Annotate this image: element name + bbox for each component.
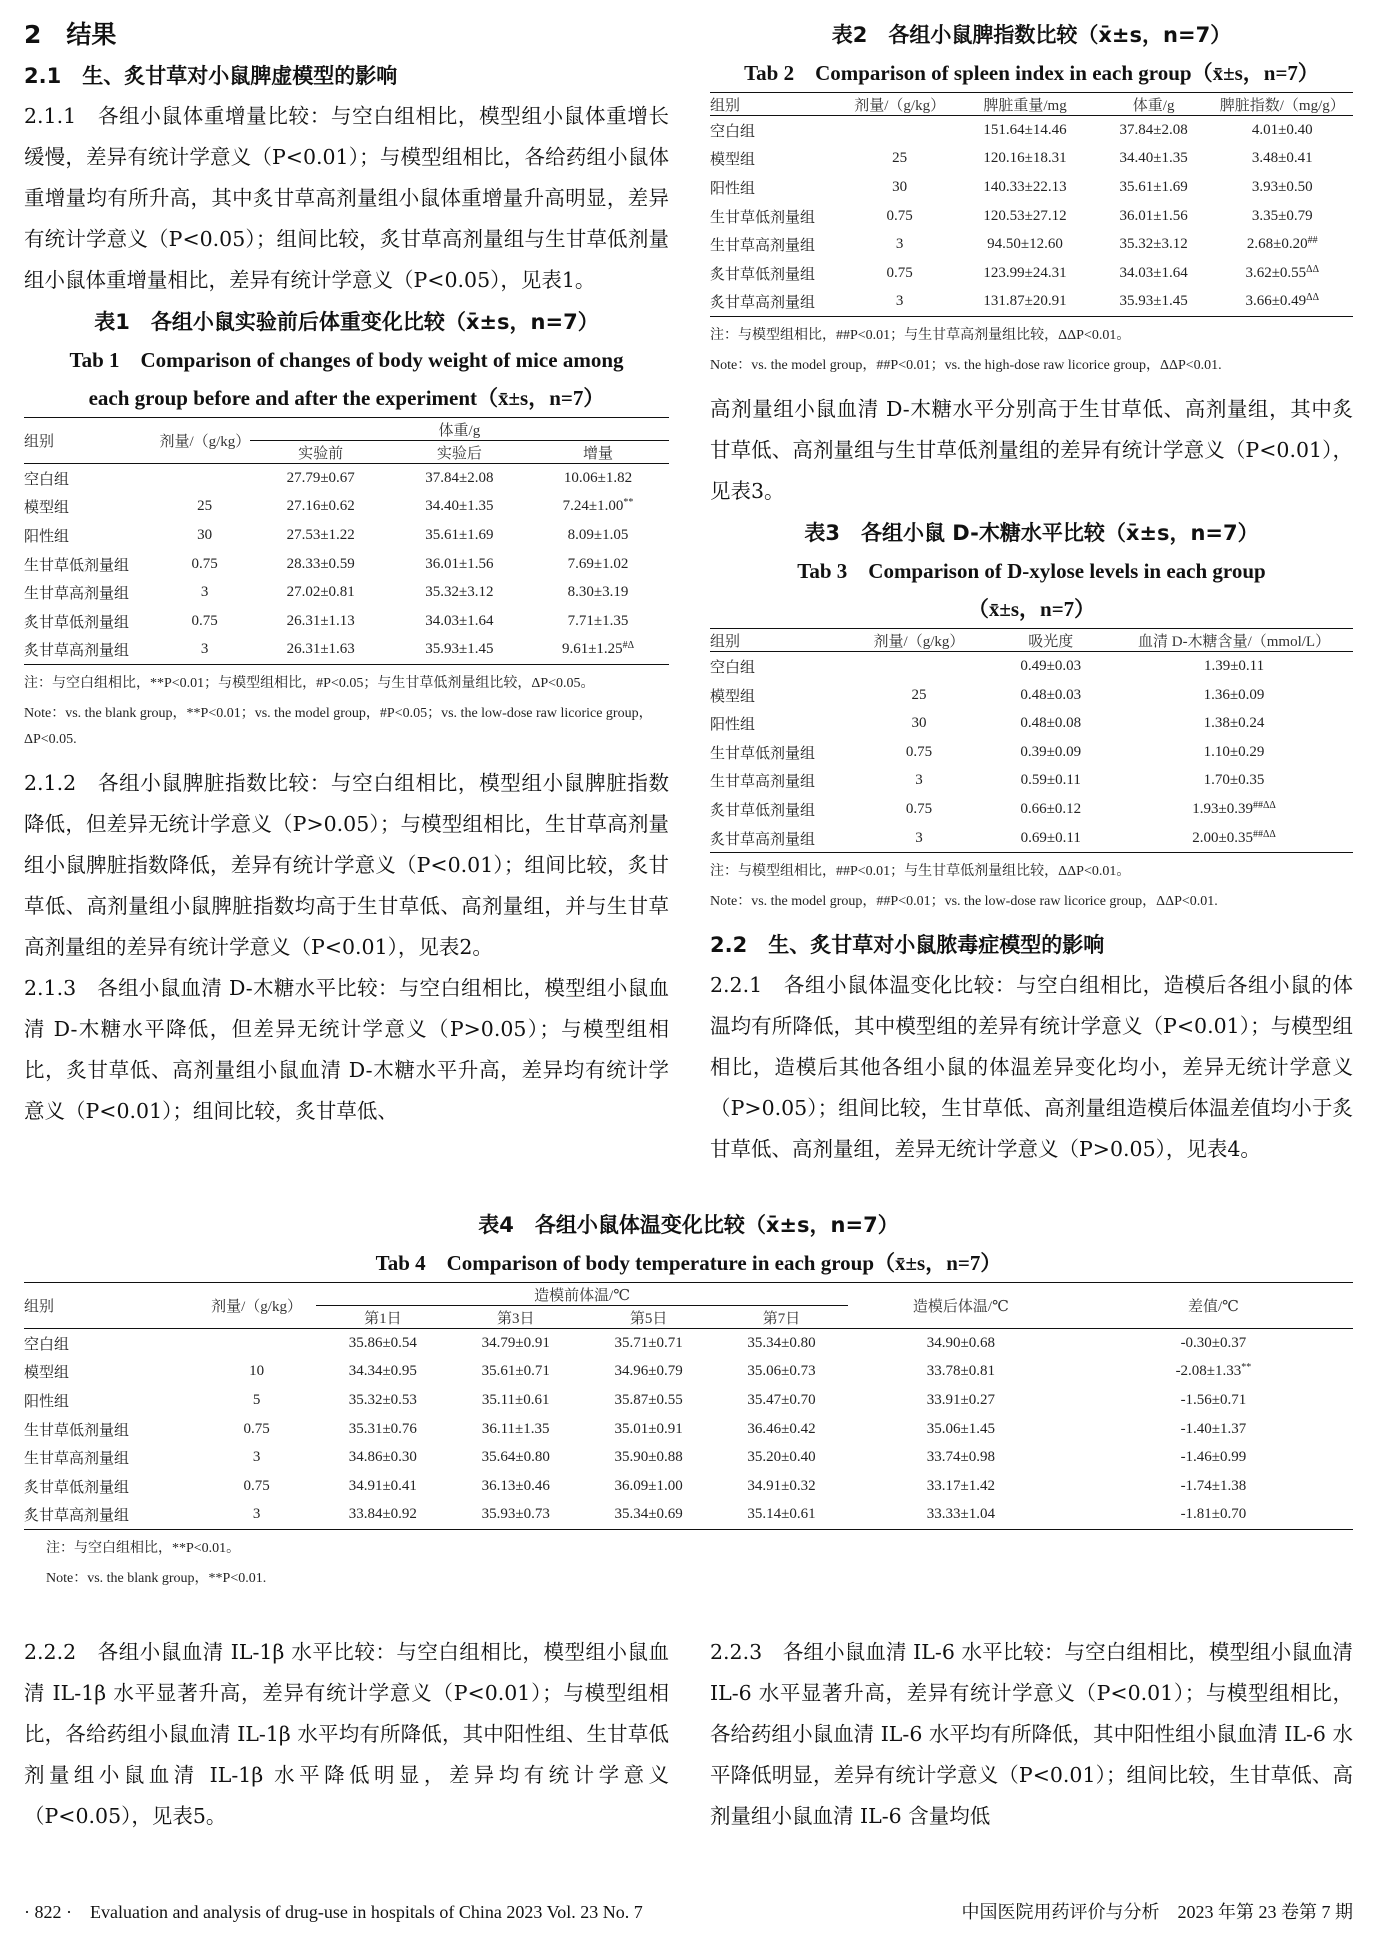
table-row: [24, 607, 669, 636]
table-row: [24, 493, 669, 522]
table-cell: 36.01±1.56: [1119, 207, 1188, 224]
table-cell: 35.20±0.40: [747, 1449, 816, 1466]
table-cell: 3: [915, 829, 923, 846]
table-cell: [527, 578, 669, 607]
table-1-title-en: Tab 1 Comparison of changes of body weight of mice among: [69, 348, 624, 372]
table-header: 第3日: [449, 1306, 582, 1329]
table-cell: 生甘草高剂量组: [24, 1451, 130, 1468]
table-cell: 140.33±22.13: [983, 178, 1067, 195]
significance-mark: #Δ: [622, 640, 635, 652]
table-row: [24, 636, 669, 665]
cell-value: 4.01±0.40: [1251, 121, 1313, 138]
cell-value: -1.46±0.99: [1180, 1449, 1247, 1466]
table-cell: 炙甘草低剂量组: [710, 802, 816, 819]
table-cell: 3: [200, 584, 209, 601]
cell-value: 2.00±0.35: [1192, 829, 1253, 846]
table-header: 脾脏重量/mg: [954, 93, 1095, 116]
table-cell: 模型组: [710, 688, 756, 705]
table-4-note-en: Note：vs. the blank group，**P<0.01.: [46, 1571, 267, 1587]
table-cell: [1115, 795, 1353, 824]
table-header: 体重/g: [250, 418, 669, 441]
table-3-title-en-2: （x̄±s，n=7）: [967, 597, 1096, 622]
table-cell: 34.91±0.32: [747, 1477, 816, 1494]
table-cell: 120.16±18.31: [983, 150, 1067, 167]
table-cell: [1212, 259, 1354, 288]
table-cell: 34.86±0.30: [348, 1449, 417, 1466]
table-cell: 30: [197, 526, 213, 543]
table-cell: [1212, 202, 1354, 231]
table-cell: 0.75: [191, 612, 218, 629]
table-cell: 35.61±0.71: [481, 1363, 550, 1380]
cell-value: 3.62±0.55: [1245, 264, 1307, 281]
table-cell: 36.11±1.35: [481, 1420, 550, 1437]
table-row: [710, 145, 1353, 174]
table-row: [710, 738, 1353, 767]
table-row: [710, 709, 1353, 738]
table-cell: 27.79±0.67: [286, 469, 355, 486]
cell-value: 1.93±0.39: [1192, 800, 1253, 817]
table-cell: 模型组: [24, 500, 70, 517]
significance-mark: **: [623, 497, 634, 509]
table-cell: 炙甘草低剂量组: [24, 1479, 130, 1496]
table-cell: 34.40±1.35: [1119, 150, 1188, 167]
table-cell: 34.91±0.41: [348, 1477, 417, 1494]
table-cell: 炙甘草高剂量组: [24, 1508, 130, 1525]
table-header: 吸光度: [986, 629, 1115, 652]
table-row: [710, 767, 1353, 796]
table-cell: 炙甘草低剂量组: [24, 614, 130, 631]
table-header: 体重/g: [1096, 93, 1212, 116]
table-row: [710, 795, 1353, 824]
table-row: [24, 1415, 1353, 1444]
table-cell: [1212, 230, 1354, 259]
table-cell: 0.75: [243, 1420, 270, 1437]
table-cell: [1115, 709, 1353, 738]
table-cell: 35.34±0.80: [747, 1334, 816, 1351]
table-cell: [1074, 1415, 1353, 1444]
table-cell: 空白组: [24, 471, 70, 488]
table-cell: 94.50±12.60: [987, 236, 1063, 253]
table-cell: 0.75: [191, 555, 218, 572]
table-cell: 120.53±27.12: [983, 207, 1067, 224]
table-cell: 34.90±0.68: [926, 1334, 996, 1351]
table-cell: [851, 652, 986, 681]
table-cell: 0.48±0.03: [1020, 686, 1082, 703]
cell-value: -1.40±1.37: [1180, 1420, 1247, 1437]
subsection-title-2-1: 2.1 生、炙甘草对小鼠脾虚模型的影响: [24, 64, 398, 88]
table-cell: 25: [911, 686, 927, 703]
table-cell: [527, 550, 669, 579]
table-row: [710, 288, 1353, 317]
significance-mark: ΔΔ: [1306, 263, 1320, 275]
table-cell: [1212, 173, 1354, 202]
cell-value: 1.38±0.24: [1203, 715, 1265, 732]
table-cell: 0.75: [905, 743, 933, 760]
table-cell: [1074, 1358, 1353, 1387]
table-cell: 25: [197, 498, 213, 515]
cell-value: 9.61±1.25: [561, 641, 623, 658]
table-row: [24, 1472, 1353, 1501]
table-cell: 35.06±0.73: [747, 1363, 816, 1380]
table-cell: 36.46±0.42: [747, 1420, 816, 1437]
cell-value: 8.30±3.19: [567, 584, 629, 601]
table-row: [24, 1443, 1353, 1472]
table-cell: 35.06±1.45: [926, 1420, 996, 1437]
table-row: [24, 1329, 1353, 1358]
table-cell: 27.53±1.22: [286, 526, 355, 543]
significance-mark: **: [1241, 1362, 1252, 1374]
table-cell: 35.14±0.61: [747, 1506, 816, 1523]
table-3-grid: [710, 628, 1353, 853]
table-row: [710, 202, 1353, 231]
paragraph-2-2-2: 2.2.2 各组小鼠血清 IL-1β 水平比较：与空白组相比，模型组小鼠血清 IL-1β 水平显著升高，差异有统计学意义（P<0.01）；与模型组相比，各给药组小鼠血清 IL-1β 水平均有所降低，其中阳性组、生甘草低剂量组小鼠血清 IL-1β 水平降低明显，差异均有统计学意义（P<0.05），见表5。: [24, 1640, 669, 1828]
table-cell: 35.31±0.76: [348, 1420, 417, 1437]
table-cell: 生甘草高剂量组: [710, 238, 816, 255]
table-row: [24, 550, 669, 579]
table-cell: 35.87±0.55: [614, 1391, 683, 1408]
table-4-grid: [24, 1282, 1353, 1530]
table-cell: [1074, 1386, 1353, 1415]
table-cell: 34.34±0.95: [348, 1363, 417, 1380]
table-2-title-en: Tab 2 Comparison of spleen index in each group（x̄±s，n=7）: [744, 61, 1319, 85]
table-header: 第7日: [715, 1306, 848, 1329]
table-cell: 33.84±0.92: [348, 1506, 417, 1523]
table-1-note-en: Note：vs. the blank group，**P<0.01；vs. the model group，#P<0.05；vs. the low-dose raw licorice group，ΔP<0.05.: [24, 706, 653, 748]
table-4-title-en: Tab 4 Comparison of body temperature in each group（x̄±s，n=7）: [375, 1251, 1002, 1275]
table-cell: 33.33±1.04: [926, 1506, 996, 1523]
table-header: 组别: [710, 629, 851, 652]
table-cell: 34.79±0.91: [481, 1334, 550, 1351]
table-header: 造模后体温/℃: [848, 1283, 1074, 1329]
table-row: [24, 464, 669, 493]
table-cell: 35.71±0.71: [614, 1334, 683, 1351]
table-cell: [197, 1329, 317, 1358]
table-cell: [527, 493, 669, 522]
table-cell: 空白组: [24, 1336, 70, 1353]
table-row: [710, 824, 1353, 853]
cell-value: 1.70±0.35: [1203, 772, 1265, 789]
table-cell: 3: [915, 772, 923, 789]
table-cell: 26.31±1.63: [286, 641, 355, 658]
table-cell: 炙甘草高剂量组: [710, 295, 816, 312]
cell-value: 7.71±1.35: [567, 612, 629, 629]
table-header: 脾脏指数/（mg/g）: [1212, 93, 1354, 116]
table-2: [710, 16, 1353, 379]
table-cell: [527, 636, 669, 665]
cell-value: 3.48±0.41: [1251, 150, 1313, 167]
table-cell: [1115, 767, 1353, 796]
table-header: 实验后: [392, 441, 527, 464]
cell-value: -1.56±0.71: [1180, 1391, 1247, 1408]
table-cell: 35.32±3.12: [425, 584, 494, 601]
cell-value: -2.08±1.33: [1175, 1363, 1242, 1380]
table-header: 组别: [24, 418, 159, 464]
table-cell: 27.02±0.81: [286, 584, 355, 601]
table-cell: 28.33±0.59: [286, 555, 355, 572]
table-cell: 模型组: [710, 152, 756, 169]
paragraph-2-1-2: 2.1.2 各组小鼠脾脏指数比较：与空白组相比，模型组小鼠脾脏指数降低，但差异无统计学意义（P>0.05）；与模型组相比，生甘草高剂量组小鼠脾脏指数降低，差异有统计学意义（P<0.01）；组间比较，炙甘草低、高剂量组小鼠脾脏指数均高于生甘草低、高剂量组，并与生甘草高剂量组的差异有统计学意义（P<0.01），见表2。: [24, 771, 669, 960]
table-cell: [1212, 116, 1354, 145]
cell-value: 3.35±0.79: [1251, 207, 1313, 224]
table-cell: 炙甘草高剂量组: [24, 643, 130, 660]
significance-mark: ΔΔ: [1306, 292, 1320, 304]
table-cell: 0.48±0.08: [1020, 715, 1082, 732]
table-row: [710, 259, 1353, 288]
table-cell: 0.49±0.03: [1020, 657, 1082, 674]
table-cell: 生甘草低剂量组: [24, 557, 130, 574]
table-cell: [1115, 652, 1353, 681]
table-3: [710, 514, 1353, 915]
table-1-title-en-2: each group before and after the experiment（x̄±s，n=7）: [88, 386, 605, 410]
table-cell: 34.03±1.64: [1119, 264, 1188, 281]
table-cell: 炙甘草高剂量组: [710, 831, 816, 848]
bottom-right-column: [710, 1632, 1353, 1837]
cell-value: 7.24±1.00: [562, 498, 624, 515]
table-cell: 阳性组: [24, 528, 70, 545]
table-cell: 炙甘草低剂量组: [710, 266, 816, 283]
cell-value: 3.66±0.49: [1245, 293, 1307, 310]
table-cell: 模型组: [24, 1365, 70, 1382]
table-cell: 35.93±0.73: [481, 1506, 550, 1523]
table-cell: 35.86±0.54: [348, 1334, 417, 1351]
table-cell: 34.40±1.35: [425, 498, 494, 515]
table-header: 实验前: [250, 441, 392, 464]
table-row: [24, 578, 669, 607]
table-cell: 阳性组: [710, 717, 756, 734]
table-cell: 30: [911, 715, 927, 732]
table-3-title-en: Tab 3 Comparison of D-xylose levels in each group: [797, 559, 1266, 584]
table-cell: [159, 464, 249, 493]
cell-value: 8.09±1.05: [567, 526, 629, 543]
cell-value: 1.39±0.11: [1203, 657, 1265, 674]
table-cell: 生甘草低剂量组: [710, 209, 816, 226]
table-3-note-en: Note：vs. the model group，##P<0.01；vs. the low-dose raw licorice group，ΔΔP<0.01.: [710, 894, 1218, 910]
table-cell: 35.61±1.69: [1119, 178, 1188, 195]
table-cell: 0.66±0.12: [1020, 800, 1082, 817]
table-row: [710, 230, 1353, 259]
table-cell: 0.75: [905, 800, 933, 817]
table-cell: 生甘草高剂量组: [710, 774, 816, 791]
paragraph-2-1-1: 2.1.1 各组小鼠体重增量比较：与空白组相比，模型组小鼠体重增长缓慢，差异有统计学意义（P<0.01）；与模型组相比，各给药组小鼠体重增量均有所升高，其中炙甘草高剂量组小鼠体重增量升高明显，差异有统计学意义（P<0.05）；组间比较，炙甘草高剂量组与生甘草低剂量组小鼠体重增量相比，差异有统计学意义（P<0.05），见表1。: [24, 104, 669, 292]
table-cell: 35.93±1.45: [425, 641, 494, 658]
table-header: 剂量/（g/kg）: [197, 1283, 317, 1329]
table-cell: 生甘草低剂量组: [710, 745, 816, 762]
table-cell: 0.75: [886, 264, 913, 281]
table-cell: [1074, 1443, 1353, 1472]
table-header: 第5日: [582, 1306, 715, 1329]
table-row: [24, 521, 669, 550]
table-cell: 生甘草低剂量组: [24, 1422, 130, 1439]
footer-right: 中国医院用药评价与分析 2023 年第 23 卷第 7 期: [961, 1902, 1353, 1922]
table-4: [24, 1206, 1353, 1592]
bottom-left-column: [24, 1632, 669, 1837]
table-cell: 37.84±2.08: [1119, 121, 1188, 138]
table-cell: 阳性组: [710, 180, 756, 197]
table-cell: 35.64±0.80: [481, 1449, 550, 1466]
table-3-title-zh: 表3 各组小鼠 D-木糖水平比较（x̄±s，n=7）: [804, 521, 1259, 546]
table-cell: 34.03±1.64: [425, 612, 494, 629]
right-column: [710, 16, 1353, 1170]
table-cell: 生甘草高剂量组: [24, 586, 130, 603]
table-1: [24, 303, 669, 753]
table-cell: [1115, 824, 1353, 853]
significance-mark: ##ΔΔ: [1252, 828, 1276, 840]
table-2-grid: [710, 92, 1353, 317]
table-1-note-zh: 注：与空白组相比，**P<0.01；与模型组相比，#P<0.05；与生甘草低剂量组比较，ΔP<0.05。: [24, 676, 595, 692]
table-cell: [845, 116, 954, 145]
table-cell: 131.87±20.91: [983, 293, 1067, 310]
table-row: [24, 1501, 1353, 1530]
table-4-title-zh: 表4 各组小鼠体温变化比较（x̄±s，n=7）: [478, 1213, 899, 1237]
table-row: [710, 652, 1353, 681]
table-cell: 34.96±0.79: [614, 1363, 683, 1380]
table-header: 剂量/（g/kg）: [845, 93, 954, 116]
table-cell: 35.61±1.69: [425, 526, 494, 543]
table-header: 第1日: [316, 1306, 449, 1329]
table-cell: 空白组: [710, 659, 756, 676]
table-cell: 0.39±0.09: [1020, 743, 1082, 760]
table-cell: 3: [895, 293, 904, 310]
cell-value: 3.93±0.50: [1251, 178, 1313, 195]
cell-value: 7.69±1.02: [567, 555, 629, 572]
table-cell: 0.69±0.11: [1020, 829, 1081, 846]
table-cell: 35.47±0.70: [747, 1391, 816, 1408]
table-cell: 36.09±1.00: [614, 1477, 683, 1494]
significance-mark: ##ΔΔ: [1252, 799, 1276, 811]
table-cell: 35.90±0.88: [614, 1449, 683, 1466]
table-cell: 3: [252, 1506, 261, 1523]
left-column: [24, 16, 669, 1132]
table-cell: 36.01±1.56: [425, 555, 494, 572]
table-cell: 25: [892, 150, 908, 167]
paragraph-2-1-3-cont: 高剂量组小鼠血清 D-木糖水平分别高于生甘草低、高剂量组，其中炙甘草低、高剂量组与生甘草低剂量组的差异有统计学意义（P<0.01），见表3。: [710, 397, 1353, 504]
table-cell: 0.75: [243, 1477, 270, 1494]
table-header: 剂量/（g/kg）: [851, 629, 986, 652]
table-cell: 26.31±1.13: [286, 612, 355, 629]
table-cell: 33.17±1.42: [926, 1477, 996, 1494]
table-header: 造模前体温/℃: [316, 1283, 848, 1306]
table-row: [710, 116, 1353, 145]
table-cell: 5: [252, 1391, 261, 1408]
table-cell: 35.32±0.53: [348, 1391, 417, 1408]
table-cell: [1212, 145, 1354, 174]
significance-mark: ##: [1307, 235, 1318, 247]
cell-value: 1.10±0.29: [1203, 743, 1265, 760]
table-header: 血清 D-木糖含量/（mmol/L）: [1115, 629, 1353, 652]
cell-value: 2.68±0.20: [1246, 236, 1308, 253]
table-header: 差值/℃: [1074, 1283, 1353, 1329]
table-row: [710, 681, 1353, 710]
table-cell: 3: [252, 1449, 261, 1466]
table-row: [710, 173, 1353, 202]
paragraph-2-2-3: 2.2.3 各组小鼠血清 IL-6 水平比较：与空白组相比，模型组小鼠血清 IL-6 水平显著升高，差异有统计学意义（P<0.01）；与模型组相比，各给药组小鼠血清 IL-6 水平均有所降低，其中阳性组小鼠血清 IL-6 水平降低明显，差异有统计学意义（P<0.01）；组间比较，生甘草低、高剂量组小鼠血清 IL-6 含量均低: [710, 1640, 1353, 1828]
table-cell: [1115, 681, 1353, 710]
table-cell: 151.64±14.46: [983, 121, 1067, 138]
table-1-title-zh: 表1 各组小鼠实验前后体重变化比较（x̄±s，n=7）: [94, 310, 599, 334]
table-cell: 35.34±0.69: [614, 1506, 683, 1523]
table-cell: 0.59±0.11: [1020, 772, 1081, 789]
table-4-note-zh: 注：与空白组相比，**P<0.01。: [46, 1541, 241, 1557]
table-cell: 35.11±0.61: [481, 1391, 550, 1408]
table-cell: [527, 521, 669, 550]
table-cell: [1212, 288, 1354, 317]
table-cell: 0.75: [886, 207, 913, 224]
table-cell: [1074, 1472, 1353, 1501]
table-2-note-en: Note：vs. the model group，##P<0.01；vs. the high-dose raw licorice group，ΔΔP<0.01.: [710, 358, 1222, 374]
table-header: 组别: [710, 93, 845, 116]
paragraph-2-2-1: 2.2.1 各组小鼠体温变化比较：与空白组相比，造模后各组小鼠的体温均有所降低，其中模型组的差异有统计学意义（P<0.01）；与模型组相比，造模后其他各组小鼠的体温差异变化均小，差异无统计学意义（P>0.05）；组间比较，生甘草低、高剂量组造模后体温差值均小于炙甘草低、高剂量组，差异无统计学意义（P>0.05），见表4。: [710, 973, 1353, 1162]
table-cell: 33.91±0.27: [926, 1391, 996, 1408]
table-cell: 阳性组: [24, 1393, 70, 1410]
table-row: [24, 1358, 1353, 1387]
table-2-note-zh: 注：与模型组相比，##P<0.01；与生甘草高剂量组比较，ΔΔP<0.01。: [710, 328, 1131, 344]
paragraph-2-1-3: 2.1.3 各组小鼠血清 D-木糖水平比较：与空白组相比，模型组小鼠血清 D-木糖水平降低，但差异无统计学意义（P>0.05）；与模型组相比，炙甘草低、高剂量组小鼠血清 D-木糖水平升高，差异均有统计学意义（P<0.01）；组间比较，炙甘草低、: [24, 976, 669, 1124]
table-cell: [1115, 738, 1353, 767]
table-cell: [1074, 1501, 1353, 1530]
table-header: 剂量/（g/kg）: [159, 418, 249, 464]
table-row: [24, 1386, 1353, 1415]
table-cell: 3: [200, 641, 209, 658]
subsection-title-2-2: 2.2 生、炙甘草对小鼠脓毒症模型的影响: [710, 933, 1105, 958]
table-cell: 35.93±1.45: [1119, 293, 1188, 310]
table-cell: [527, 464, 669, 493]
cell-value: -1.81±0.70: [1180, 1506, 1247, 1523]
table-1-grid: [24, 417, 669, 665]
table-cell: 27.16±0.62: [286, 498, 355, 515]
table-cell: [527, 607, 669, 636]
table-cell: 35.32±3.12: [1119, 236, 1188, 253]
table-cell: 35.01±0.91: [614, 1420, 683, 1437]
cell-value: 1.36±0.09: [1203, 686, 1265, 703]
table-header: 增量: [527, 441, 669, 464]
table-cell: 33.74±0.98: [926, 1449, 996, 1466]
footer-left: · 822 · Evaluation and analysis of drug-use in hospitals of China 2023 Vol. 23 No. 7: [24, 1902, 643, 1922]
table-2-title-zh: 表2 各组小鼠脾指数比较（x̄±s，n=7）: [831, 23, 1232, 47]
table-cell: 10: [249, 1363, 265, 1380]
table-cell: 36.13±0.46: [481, 1477, 550, 1494]
table-cell: 37.84±2.08: [425, 469, 494, 486]
table-cell: 3: [895, 236, 904, 253]
table-cell: 空白组: [710, 123, 756, 140]
cell-value: 10.06±1.82: [563, 469, 633, 486]
table-cell: 33.78±0.81: [926, 1363, 996, 1380]
table-cell: [1074, 1329, 1353, 1358]
table-3-note-zh: 注：与模型组相比，##P<0.01；与生甘草低剂量组比较，ΔΔP<0.01。: [710, 864, 1131, 880]
table-header: 组别: [24, 1283, 197, 1329]
cell-value: -0.30±0.37: [1180, 1334, 1247, 1351]
cell-value: -1.74±1.38: [1180, 1477, 1247, 1494]
table-cell: 123.99±24.31: [983, 264, 1067, 281]
table-cell: 30: [892, 178, 908, 195]
section-title: 2 结果: [24, 20, 117, 49]
